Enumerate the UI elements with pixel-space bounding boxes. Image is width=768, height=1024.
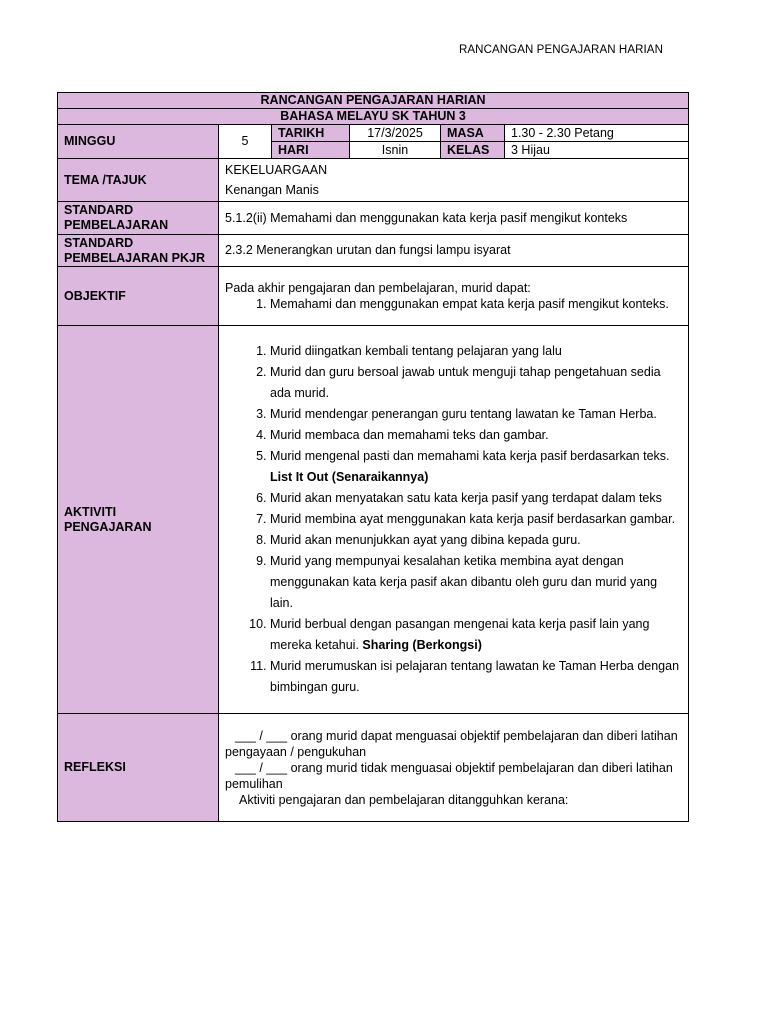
aktiviti-label-line-1: AKTIVITI [64, 504, 117, 519]
tema-label: TEMA /TAJUK [58, 159, 219, 202]
tarikh-value: 17/3/2025 [350, 125, 441, 142]
list-item [270, 425, 682, 446]
activity-text: Murid merumuskan isi pelajaran tentang lawatan ke Taman Herba dengan bimbingan guru. [270, 659, 680, 694]
refleksi-line-3 [225, 792, 682, 808]
masa-value: 1.30 - 2.30 Petang [505, 125, 689, 142]
page-header: RANCANGAN PENGAJARAN HARIAN [459, 44, 663, 56]
refleksi-line-1-text: ___ / ___ orang murid dapat menguasai objektif pembelajaran dan diberi latihan pengayaan / pengukuhan [225, 728, 678, 759]
aktiviti-label-line-2: PENGAJARAN [64, 519, 152, 534]
activity-text: Murid mengenal pasti dan memahami kata kerja pasif berdasarkan teks. [270, 449, 670, 463]
sp-pkjr-label-line-2: PEMBELAJARAN PKJR [64, 250, 205, 265]
activity-text: Murid akan menyatakan satu kata kerja pasif yang terdapat dalam teks [270, 491, 662, 505]
kelas-value: 3 Hijau [505, 142, 689, 159]
sp-value: 5.1.2(ii) Memahami dan menggunakan kata kerja pasif mengikut konteks [219, 202, 689, 235]
objektif-list [225, 296, 682, 312]
masa-label: MASA [441, 125, 505, 142]
tema-value [219, 159, 689, 202]
list-item [270, 614, 682, 656]
list-item [270, 509, 682, 530]
sp-label [58, 202, 219, 235]
refleksi-value [219, 714, 689, 822]
aktiviti-value [219, 326, 689, 714]
aktiviti-label [58, 326, 219, 714]
plan-subtitle: BAHASA MELAYU SK TAHUN 3 [58, 109, 689, 125]
list-item [270, 488, 682, 509]
aktiviti-list [225, 341, 682, 698]
activity-text: Murid berbual dengan pasangan mengenai kata kerja pasif lain yang mereka ketahui. [270, 617, 650, 652]
minggu-value: 5 [219, 125, 272, 159]
refleksi-line-2-text: ___ / ___ orang murid tidak menguasai objektif pembelajaran dan diberi latihan pemulihan [225, 760, 673, 791]
lesson-plan-table [57, 92, 689, 822]
activity-text: Murid mendengar penerangan guru tentang lawatan ke Taman Herba. [270, 407, 657, 421]
activity-text: Murid dan guru bersoal jawab untuk menguji tahap pengetahuan sedia ada murid. [270, 365, 661, 400]
tarikh-label: TARIKH [272, 125, 350, 142]
tema-line-1: KEKELUARGAAN [225, 162, 328, 177]
activity-strategy: List It Out (Senaraikannya) [270, 470, 429, 484]
refleksi-label: REFLEKSI [58, 714, 219, 822]
hari-value: Isnin [350, 142, 441, 159]
activity-text: Murid diingatkan kembali tentang pelajaran yang lalu [270, 344, 562, 358]
list-item [270, 404, 682, 425]
kelas-label: KELAS [441, 142, 505, 159]
refleksi-line-2 [225, 760, 682, 792]
objektif-value [219, 267, 689, 326]
sp-pkjr-value: 2.3.2 Menerangkan urutan dan fungsi lampu isyarat [219, 235, 689, 267]
list-item [270, 551, 682, 614]
activity-text: Murid akan menunjukkan ayat yang dibina kepada guru. [270, 533, 581, 547]
sp-pkjr-label [58, 235, 219, 267]
objektif-intro: Pada akhir pengajaran dan pembelajaran, murid dapat: [225, 280, 531, 295]
objektif-label: OBJEKTIF [58, 267, 219, 326]
activity-text: Murid yang mempunyai kesalahan ketika membina ayat dengan menggunakan kata kerja pasif akan dibantu oleh guru dan murid yang lain. [270, 554, 658, 610]
sp-label-line-1: STANDARD [64, 203, 134, 217]
sp-pkjr-label-line-1: STANDARD [64, 235, 134, 250]
list-item: 1. Memahami dan menggunakan empat kata kerja pasif mengikut konteks. [270, 296, 682, 312]
minggu-label: MINGGU [58, 125, 219, 159]
refleksi-line-1 [225, 728, 682, 760]
refleksi-line-3-text: Aktiviti pengajaran dan pembelajaran ditangguhkan kerana: [239, 792, 569, 807]
list-item [270, 341, 682, 362]
tema-line-2: Kenangan Manis [225, 182, 319, 197]
list-item [270, 656, 682, 698]
activity-strategy: Sharing (Berkongsi) [362, 638, 482, 652]
activity-text: Murid membaca dan memahami teks dan gambar. [270, 428, 549, 442]
list-item [270, 362, 682, 404]
list-item [270, 446, 682, 488]
hari-label: HARI [272, 142, 350, 159]
activity-text: Murid membina ayat menggunakan kata kerja pasif berdasarkan gambar. [270, 512, 676, 526]
sp-label-line-2: PEMBELAJARAN [64, 218, 169, 232]
plan-title: RANCANGAN PENGAJARAN HARIAN [58, 93, 689, 109]
list-item [270, 530, 682, 551]
